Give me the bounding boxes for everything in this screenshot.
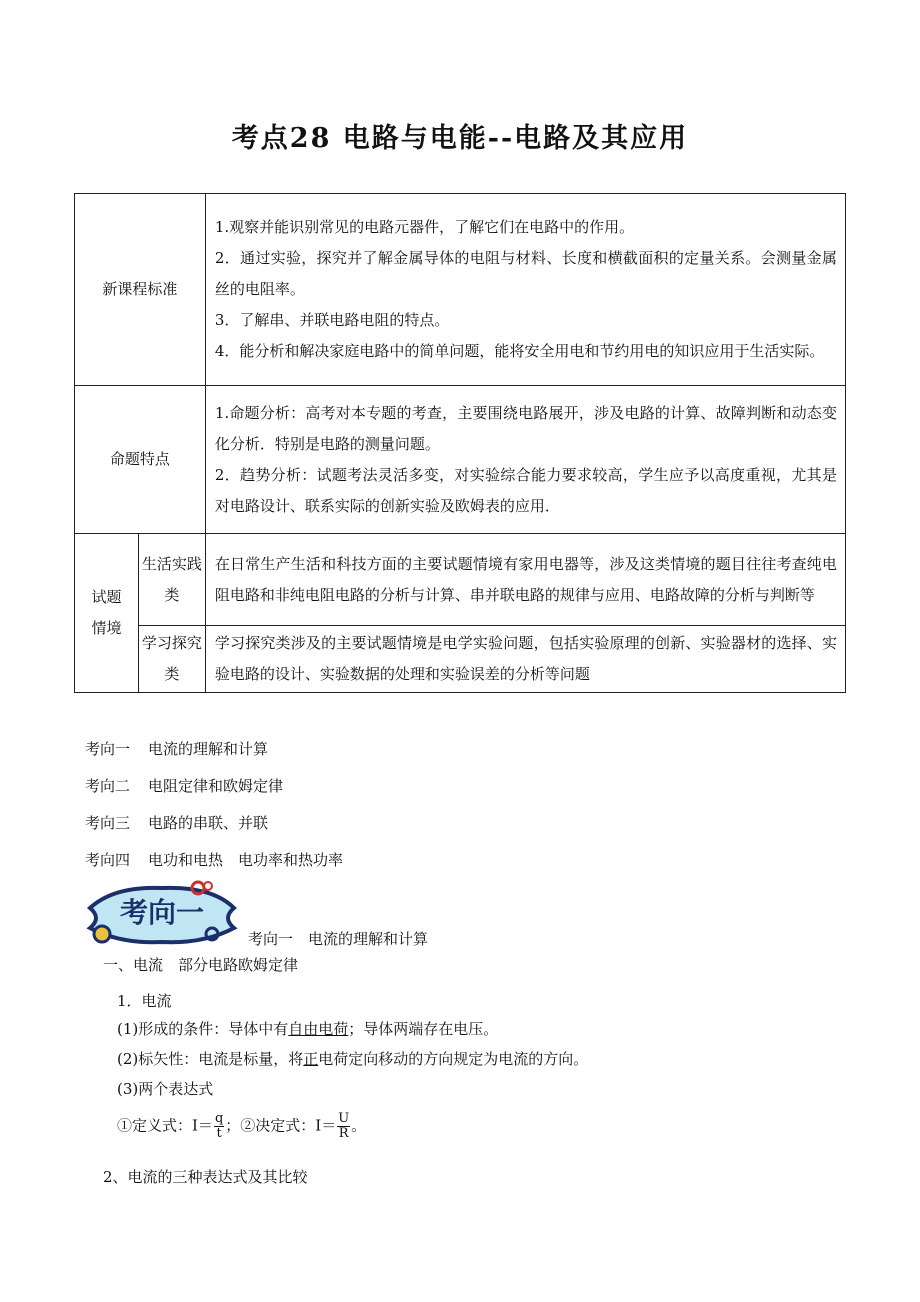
fraction-q-over-t: $\frac{q}{t}$ — [214, 1111, 224, 1141]
paragraph-condition: (1)形成的条件：导体中有自由电荷；导体两端存在电压。 — [117, 1020, 499, 1038]
study-content: 学习探究类涉及的主要试题情境是电学实验问题，包括实验原理的创新、实验器材的选择、实验电路的设计、实验数据的处理和实验误差的分析等问题 — [205, 626, 845, 693]
features-line: 2．趋势分析：试题考法灵活多变，对实验综合能力要求较高，学生应予以高度重视，尤其是对电路设计、联系实际的创新实验及欧姆表的应用． — [214, 465, 837, 515]
table-row — [75, 626, 846, 693]
features-content — [205, 386, 845, 534]
list-item: 考向一 电流的理解和计算 — [85, 740, 269, 758]
paragraph-expressions: (3)两个表达式 — [117, 1080, 214, 1098]
row-label-features: 命题特点 — [75, 386, 206, 534]
features-line: 1.命题分析：高考对本专题的考查，主要围绕电路展开，涉及电路的计算、故障判断和动态变化分析．特别是电路的测量问题。 — [214, 403, 837, 453]
standard-line: 4．能分析和解决家庭电路中的简单问题，能将安全用电和节约用电的知识应用于生活实际。 — [214, 342, 825, 360]
formula-line: ①定义式：I＝ $\frac{q}{t}$ ；②决定式：I＝ $\frac{U}{R}$ 。 — [117, 1111, 367, 1141]
section-subheading: 考向一 电流的理解和计算 — [248, 930, 429, 948]
list-item: 考向四 电功和电热 电功率和热功率 — [85, 851, 344, 869]
sub-label-life: 生活实践 类 — [138, 534, 205, 626]
life-content: 在日常生产生活和科技方面的主要试题情境有家用电器等，涉及这类情境的题目往往考查纯电阻电路和非纯电阻电路的分析与计算、串并联电路的规律与应用、电路故障的分析与判断等 — [205, 534, 845, 626]
table-row — [75, 386, 846, 534]
curriculum-table — [74, 193, 846, 693]
page-title: 考点28 电路与电能--电路及其应用 — [231, 123, 689, 154]
directions-list — [85, 736, 343, 884]
heading-current: 一、电流 部分电路欧姆定律 — [103, 956, 299, 974]
list-item: 考向三 电路的串联、并联 — [85, 814, 269, 832]
logo-text: 考向一 — [119, 896, 205, 929]
fraction-u-over-r: $\frac{U}{R}$ — [338, 1111, 350, 1141]
list-item: 考向二 电阻定律和欧姆定律 — [85, 777, 284, 795]
sub-label-study: 学习探究 类 — [138, 626, 205, 693]
row-label-standard: 新课程标准 — [75, 194, 206, 386]
paragraph-scalar: (2)标矢性：电流是标量，将正电荷定向移动的方向规定为电流的方向。 — [117, 1050, 589, 1068]
standard-content — [205, 194, 845, 386]
standard-line: 2．通过实验，探究并了解金属导体的电阻与材料、长度和横截面积的定量关系。会测量金属丝的电阻率。 — [214, 249, 837, 298]
standard-line: 1.观察并能识别常见的电路元器件，了解它们在电路中的作用。 — [214, 218, 635, 236]
heading-electric-current: 1．电流 — [117, 992, 172, 1010]
logo-ring-yellow — [94, 926, 110, 942]
row-label-context: 试题 情境 — [75, 534, 139, 693]
section-logo — [84, 878, 240, 950]
table-row — [75, 194, 846, 386]
standard-line: 3．了解串、并联电路电阻的特点。 — [214, 311, 450, 329]
table-row — [75, 534, 846, 626]
heading-three-expressions: 2、电流的三种表达式及其比较 — [103, 1168, 308, 1186]
